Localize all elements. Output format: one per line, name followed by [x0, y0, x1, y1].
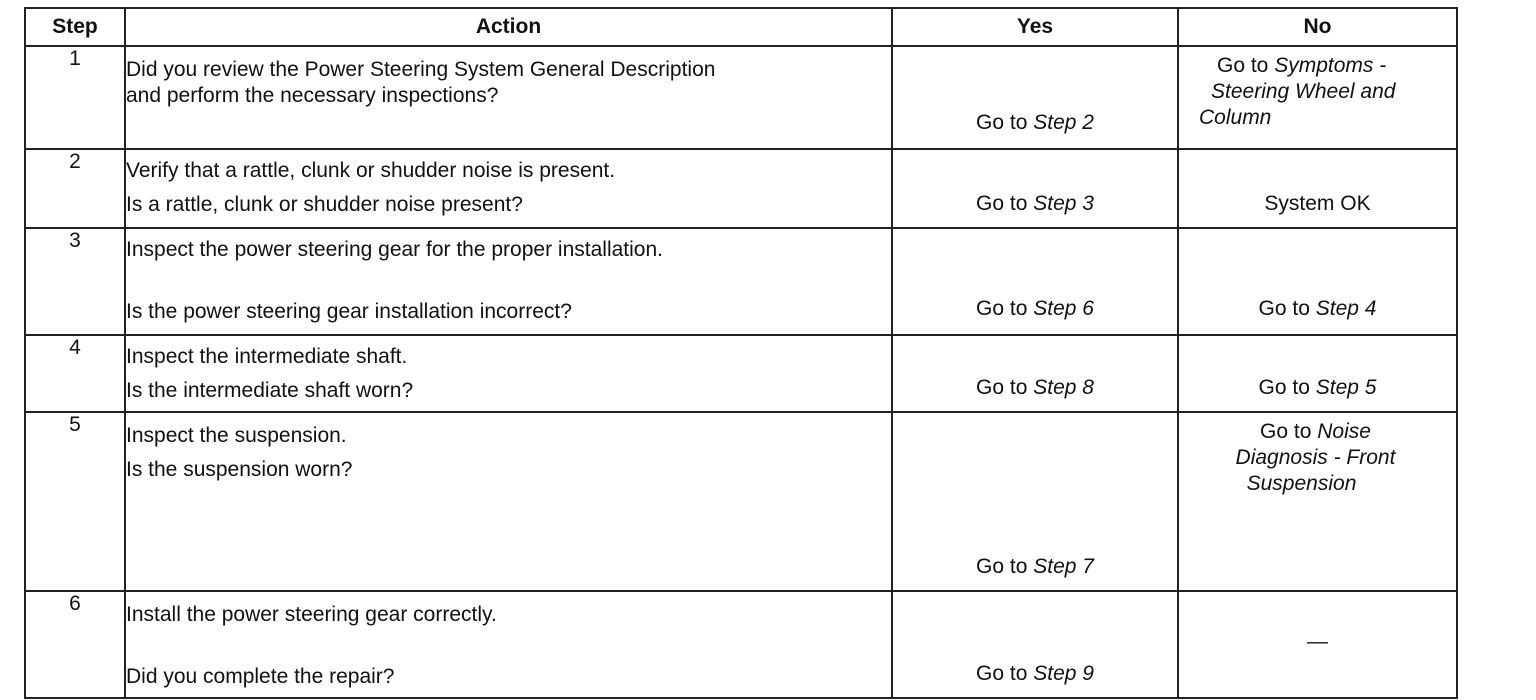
step-link[interactable]: Step 7: [1033, 555, 1094, 578]
yes-target[interactable]: Go to Step 8: [976, 376, 1094, 399]
yes-target[interactable]: Go to Step 3: [976, 192, 1094, 215]
no-target[interactable]: Go to Step 5: [1258, 376, 1377, 399]
yes-target[interactable]: Go to Step 9: [976, 662, 1094, 685]
yes-target[interactable]: Go to Step 7: [976, 555, 1094, 578]
action-cell: [125, 335, 892, 412]
no-target[interactable]: Go to Noise Diagnosis - Front Suspension: [1235, 420, 1396, 495]
diagnostic-table: [24, 7, 1458, 699]
action-line: Inspect the suspension.: [126, 424, 347, 447]
action-line: Did you complete the repair?: [126, 665, 395, 688]
yes-cell: [892, 46, 1178, 149]
action-cell: [125, 228, 892, 335]
action-line: Install the power steering gear correctly.: [126, 603, 497, 626]
action-cell: [125, 591, 892, 698]
no-cell: [1178, 46, 1457, 149]
no-cell: [1178, 412, 1457, 591]
noise-diagnosis-link[interactable]: Noise: [1317, 420, 1371, 443]
header-no: No: [1178, 8, 1457, 46]
step-number: 2: [25, 149, 125, 228]
step-number: 4: [25, 335, 125, 412]
table-header-row: [25, 8, 1457, 46]
table-row: [25, 412, 1457, 591]
action-line: Is a rattle, clunk or shudder noise present?: [126, 193, 523, 216]
step-number: 1: [25, 46, 125, 149]
step-link[interactable]: Step 2: [1033, 111, 1094, 134]
table-row: [25, 335, 1457, 412]
header-step: Step: [25, 8, 125, 46]
table-row: [25, 228, 1457, 335]
no-target[interactable]: Go to Step 4: [1258, 297, 1377, 320]
step-number: 5: [25, 412, 125, 591]
no-cell: [1178, 335, 1457, 412]
step-link[interactable]: Step 3: [1033, 192, 1094, 215]
action-cell: [125, 149, 892, 228]
header-yes: Yes: [892, 8, 1178, 46]
table-row: [25, 46, 1457, 149]
table-row: [25, 591, 1457, 698]
symptoms-link[interactable]: Symptoms -: [1274, 54, 1387, 77]
action-line: Is the suspension worn?: [126, 458, 353, 481]
yes-cell: [892, 228, 1178, 335]
step-number: 6: [25, 591, 125, 698]
yes-cell: [892, 149, 1178, 228]
yes-cell: [892, 591, 1178, 698]
action-line: Inspect the power steering gear for the proper installation.: [126, 238, 663, 261]
step-number: 3: [25, 228, 125, 335]
yes-cell: [892, 412, 1178, 591]
action-line: Is the power steering gear installation incorrect?: [126, 300, 572, 323]
step-link[interactable]: Step 9: [1033, 662, 1094, 685]
header-action: Action: [125, 8, 892, 46]
yes-target[interactable]: Go to Step 6: [976, 297, 1094, 320]
no-result: System OK: [1264, 192, 1371, 215]
step-link[interactable]: Step 6: [1033, 297, 1094, 320]
no-cell: [1178, 228, 1457, 335]
action-line: Did you review the Power Steering System General Description: [126, 58, 716, 81]
action-cell: [125, 46, 892, 149]
table-row: [25, 149, 1457, 228]
no-target[interactable]: Go to Symptoms - Steering Wheel and Column: [1199, 54, 1396, 129]
yes-cell: [892, 335, 1178, 412]
yes-target[interactable]: Go to Step 2: [976, 111, 1094, 134]
no-cell: [1178, 149, 1457, 228]
step-link[interactable]: Step 4: [1315, 297, 1377, 320]
action-line: and perform the necessary inspections?: [126, 84, 499, 107]
action-line: Is the intermediate shaft worn?: [126, 379, 414, 402]
no-cell: [1178, 591, 1457, 698]
action-line: Verify that a rattle, clunk or shudder noise is present.: [126, 159, 616, 182]
action-cell: [125, 412, 892, 591]
step-link[interactable]: Step 5: [1315, 376, 1377, 399]
action-line: Inspect the intermediate shaft.: [126, 345, 408, 368]
no-result: —: [1307, 630, 1328, 653]
step-link[interactable]: Step 8: [1033, 376, 1094, 399]
